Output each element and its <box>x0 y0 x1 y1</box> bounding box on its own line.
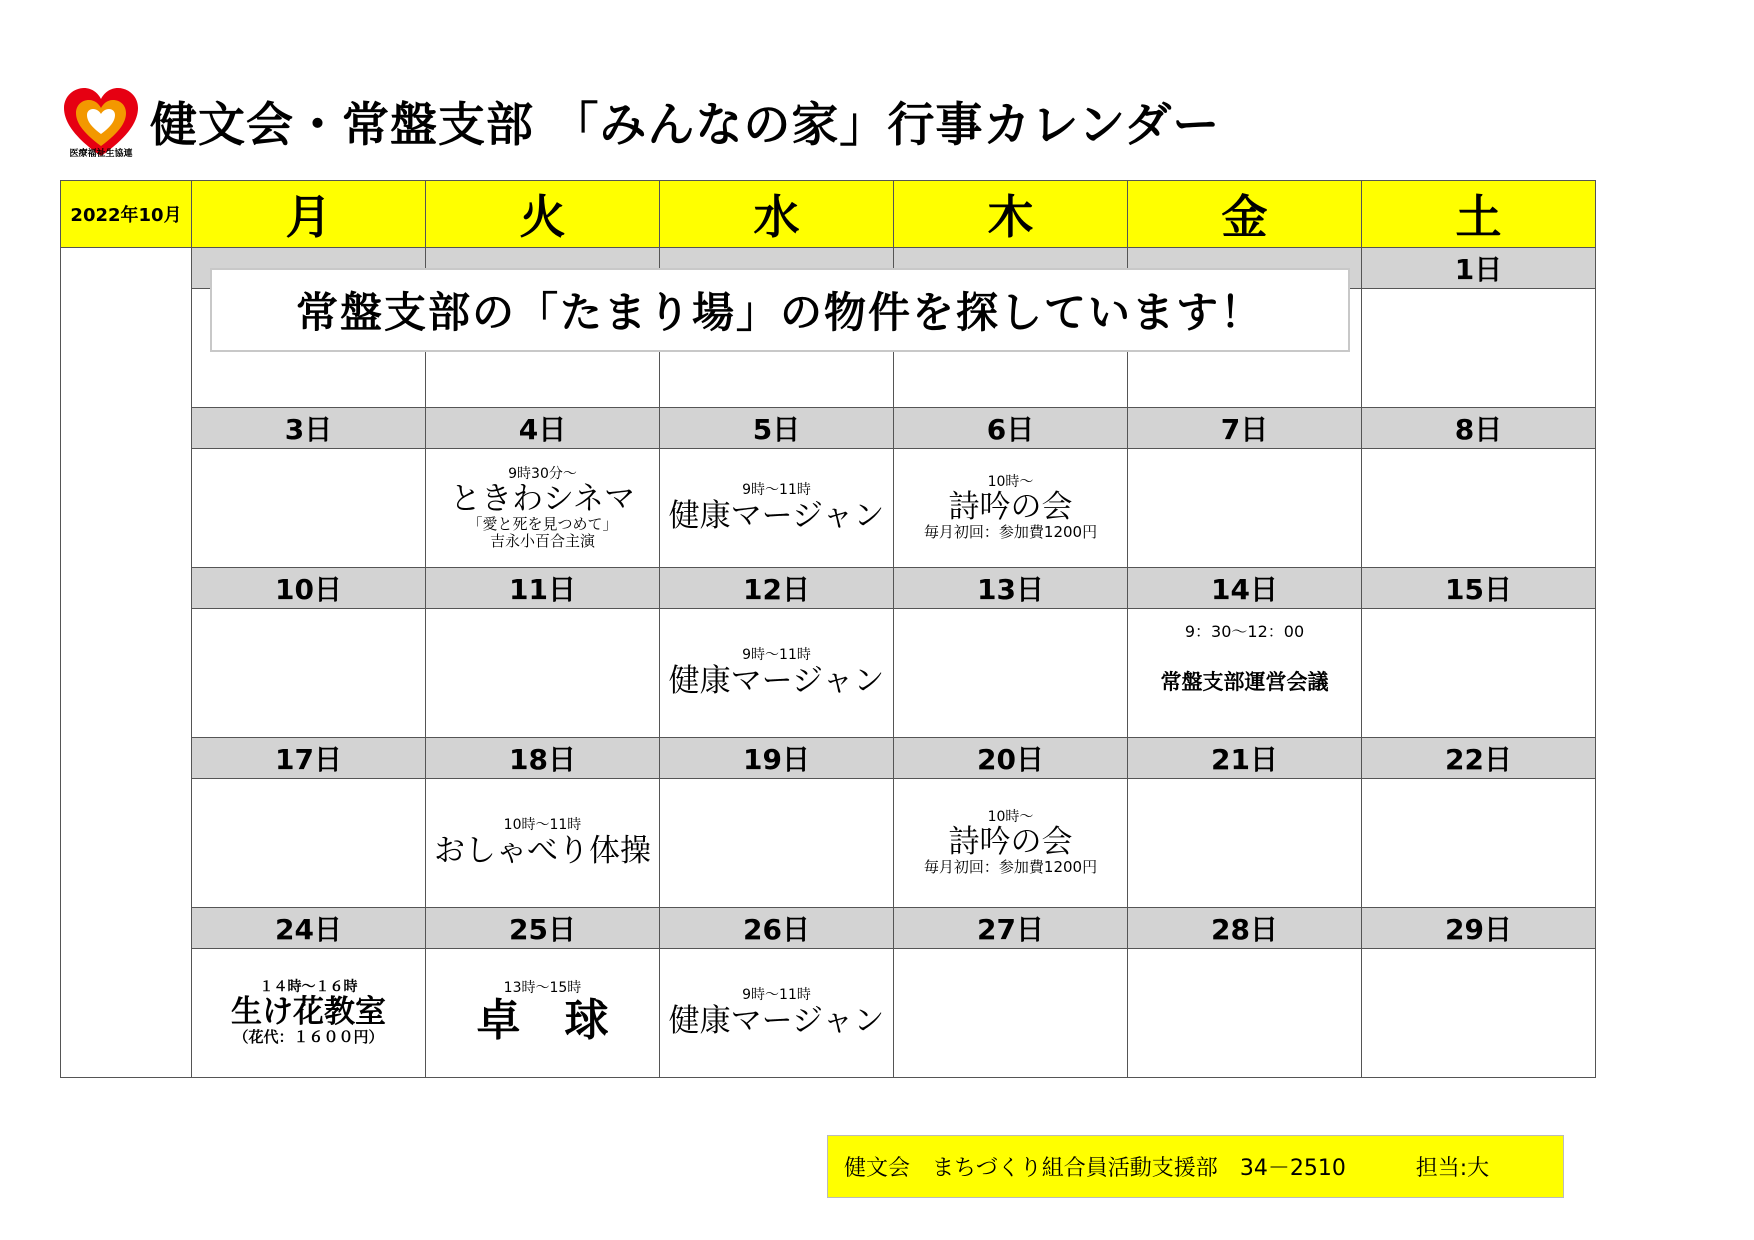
event-row <box>61 609 1596 738</box>
event-time: 9時30分～ <box>508 465 577 482</box>
event-cell <box>660 609 894 738</box>
search-notice-banner: 常盤支部の「たまり場」の物件を探しています！ <box>210 268 1350 352</box>
date-cell: 19日 <box>660 738 894 779</box>
date-cell: 3日 <box>192 408 426 449</box>
weekday-thu: 木 <box>894 181 1128 248</box>
footer-contact: 担当:大 <box>1415 1156 1490 1181</box>
event-cell <box>894 779 1128 908</box>
contact-footer <box>827 1135 1564 1198</box>
date-row <box>61 738 1596 779</box>
event-cell <box>894 449 1128 568</box>
footer-phone: 34－2510 <box>1239 1156 1346 1181</box>
event-cell <box>660 949 894 1078</box>
event-name: 詩吟の会 <box>948 489 1073 526</box>
event-time: 9：30～12：00 <box>1184 622 1305 641</box>
event-time: 10時～ <box>987 474 1034 490</box>
date-cell: 8日 <box>1362 408 1596 449</box>
event-cell <box>1362 609 1596 738</box>
date-row <box>61 908 1596 949</box>
date-cell: 17日 <box>192 738 426 779</box>
event-note: 毎月初回：参加費1200円 <box>923 523 1098 542</box>
event <box>660 988 893 1037</box>
event-time: 10時～11時 <box>503 817 582 834</box>
event-cell <box>426 779 660 908</box>
date-cell: 5日 <box>660 408 894 449</box>
event <box>426 818 659 867</box>
weekday-wed: 水 <box>660 181 894 248</box>
event-cell <box>1362 289 1596 408</box>
date-cell: 21日 <box>1128 738 1362 779</box>
date-cell: 24日 <box>192 908 426 949</box>
event-cell <box>894 609 1128 738</box>
event-name: ときわシネマ <box>449 481 636 518</box>
event-cell <box>1362 779 1596 908</box>
event-name: 生け花教室 <box>231 994 386 1031</box>
weekday-fri: 金 <box>1128 181 1362 248</box>
event-row <box>61 449 1596 568</box>
event <box>426 467 659 549</box>
event-cell <box>192 949 426 1078</box>
weekday-tue: 火 <box>426 181 660 248</box>
date-cell: 25日 <box>426 908 660 949</box>
event-row <box>61 779 1596 908</box>
event-cell <box>426 449 660 568</box>
date-cell: 12日 <box>660 568 894 609</box>
event-cell <box>1128 609 1362 738</box>
footer-dept: まちづくり組合員活動支援部 <box>932 1156 1218 1181</box>
weekday-header-row <box>61 181 1596 248</box>
date-cell: 11日 <box>426 568 660 609</box>
event-cell <box>192 609 426 738</box>
date-cell: 28日 <box>1128 908 1362 949</box>
event <box>660 483 893 532</box>
event-cell <box>426 609 660 738</box>
event-cell <box>894 949 1128 1078</box>
event <box>894 810 1127 876</box>
date-cell: 18日 <box>426 738 660 779</box>
event-name: 卓 球 <box>476 994 609 1046</box>
event-time: 9時～11時 <box>742 987 811 1004</box>
date-cell: 14日 <box>1128 568 1362 609</box>
event-time: 9時～11時 <box>742 647 811 664</box>
date-cell: 10日 <box>192 568 426 609</box>
weekday-mon: 月 <box>192 181 426 248</box>
date-cell: 6日 <box>894 408 1128 449</box>
event-cell <box>660 449 894 568</box>
date-row <box>61 568 1596 609</box>
event <box>426 981 659 1045</box>
event-name: 健康マージャン <box>668 662 885 699</box>
event-name: おしゃべり体操 <box>434 832 651 869</box>
date-cell: 13日 <box>894 568 1128 609</box>
event-time: 13時～15時 <box>503 980 582 997</box>
event-cell <box>192 449 426 568</box>
event-note2: 吉永小百合主演 <box>489 531 595 550</box>
date-cell: 29日 <box>1362 908 1596 949</box>
date-cell: 7日 <box>1128 408 1362 449</box>
event <box>660 648 893 697</box>
date-row <box>61 408 1596 449</box>
event-time: 9時～11時 <box>742 482 811 499</box>
date-cell: 26日 <box>660 908 894 949</box>
date-cell: 1日 <box>1362 248 1596 289</box>
month-label: 2022年10月 <box>61 181 192 248</box>
date-cell: 27日 <box>894 908 1128 949</box>
event-name: 詩吟の会 <box>948 824 1073 861</box>
event-row <box>61 949 1596 1078</box>
event-cell <box>1128 949 1362 1078</box>
footer-org: 健文会 <box>844 1156 911 1181</box>
date-cell: 20日 <box>894 738 1128 779</box>
event-name: 健康マージャン <box>668 1002 885 1039</box>
event-cell <box>1362 949 1596 1078</box>
weekday-sat: 土 <box>1362 181 1596 248</box>
event-note: （花代：１６００円） <box>233 1028 384 1047</box>
page-title: 健文会・常盤支部 「みんなの家」行事カレンダー <box>150 98 1221 153</box>
event-cell <box>192 779 426 908</box>
date-cell: 4日 <box>426 408 660 449</box>
date-cell: 22日 <box>1362 738 1596 779</box>
event-cell <box>660 779 894 908</box>
event <box>894 475 1127 541</box>
event-cell <box>426 949 660 1078</box>
side-cell <box>61 248 192 1078</box>
event-cell <box>1128 449 1362 568</box>
event-cell <box>1128 779 1362 908</box>
event-cell <box>1362 449 1596 568</box>
logo-caption: 医療福祉生協連 <box>69 149 133 159</box>
event-time: 10時～ <box>987 809 1034 825</box>
event-note: 毎月初回：参加費1200円 <box>923 858 1098 877</box>
event-name: 常盤支部運営会議 <box>1160 669 1329 694</box>
event <box>1128 609 1361 694</box>
date-cell: 15日 <box>1362 568 1596 609</box>
event-note: 「愛と死を見つめて」 <box>467 515 618 534</box>
event-time: １４時～１６時 <box>259 979 358 995</box>
event <box>192 980 425 1046</box>
event-name: 健康マージャン <box>668 497 885 534</box>
